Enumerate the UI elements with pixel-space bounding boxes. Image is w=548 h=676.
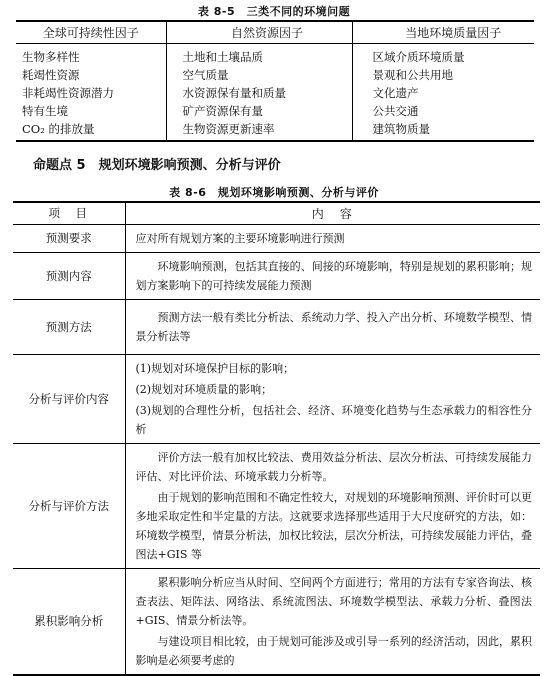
content-paragraph: 预测方法一般有类比分析法、系统动力学、投入产出分析、环境数学模型、情景分析法等	[135, 310, 532, 343]
table1-cell: 区域介质环境质量	[372, 49, 465, 64]
table-row	[13, 568, 540, 675]
environment-problems-table	[16, 20, 534, 142]
table1-row	[16, 43, 534, 141]
table1-cell: 矿产资源保有量	[182, 103, 263, 118]
row-label: 预测方法	[13, 299, 125, 354]
content-paragraph: (3)规划的合理性分析，包括社会、经济、环境变化趋势与生态承载力的相容性分析	[135, 403, 532, 436]
table1-col-local	[352, 43, 534, 141]
content-paragraph: 由于规划的影响范围和不确定性较大，对规划的环境影响预测、评价时可以更多地采取定性和半定量的方法。这就要求选择那些适用于大尺度研究的方法，如：环境数学模型，情景分析法，加权比较法，层次分析法，可持续发展能力评估，叠图法+GIS 等	[135, 490, 532, 561]
table1-cell: 生物多样性	[22, 49, 80, 64]
row-label: 分析与评价方法	[13, 443, 125, 568]
table-row	[13, 299, 540, 354]
table-row	[13, 224, 540, 252]
table1-caption: 表 8-5 三类不同的环境问题	[197, 5, 351, 18]
table1-header-row	[16, 21, 534, 43]
table2-header-item: 项 目	[13, 202, 125, 224]
table1-cell: 土地和土壤品质	[182, 49, 263, 64]
table1-cell: 特有生境	[22, 103, 68, 118]
table1-cell: 水资源保有量和质量	[182, 85, 286, 100]
row-label: 预测要求	[13, 224, 125, 252]
table1-header-global: 全球可持续性因子	[16, 21, 166, 43]
row-label: 累积影响分析	[13, 568, 125, 675]
content-paragraph: (1)规划对环境保护目标的影响；	[135, 361, 295, 375]
section-heading: 命题点 5 规划环境影响预测、分析与评价	[33, 158, 281, 173]
row-label: 分析与评价内容	[13, 354, 125, 443]
content-paragraph: 环境影响预测，包括其直接的、间接的环境影响，特别是规划的累积影响；规划方案影响下的可持续发展能力预测	[135, 259, 532, 292]
table1-cell: 空气质量	[182, 67, 229, 82]
table-row	[13, 354, 540, 443]
table1-cell: 非耗竭性资源潜力	[22, 85, 114, 100]
content-paragraph: 评价方法一般有加权比较法、费用效益分析法、层次分析法、可持续发展能力评估、对比评价法、环境承载力分析等。	[135, 450, 532, 483]
table-row	[13, 443, 540, 568]
row-content	[125, 354, 540, 443]
planning-impact-table	[13, 201, 540, 676]
table1-cell: 生物资源更新速率	[182, 121, 275, 136]
table1-header-natural: 自然资源因子	[166, 21, 352, 43]
table-row	[13, 252, 540, 299]
table2-caption: 表 8-6 规划环境影响预测、分析与评价	[169, 186, 379, 199]
content-paragraph: 应对所有规划方案的主要环境影响进行预测	[135, 231, 345, 245]
table1-col-natural	[166, 43, 352, 141]
table1-col-global	[16, 43, 166, 141]
row-content	[125, 299, 540, 354]
content-paragraph: 与建设项目相比较，由于规划可能涉及或引导一系列的经济活动，因此，累积影响是必须要考虑的	[135, 634, 532, 667]
table2-header-row	[13, 202, 540, 224]
table1-cell: 公共交通	[372, 103, 419, 118]
row-content	[125, 252, 540, 299]
content-paragraph: (2)规划对环境质量的影响；	[135, 382, 273, 396]
table1-cell: 建筑物质量	[372, 121, 430, 136]
table1-header-local: 当地环境质量因子	[352, 21, 534, 43]
table1-cell: 景观和公共用地	[372, 67, 453, 82]
row-content	[125, 224, 540, 252]
row-label: 预测内容	[13, 252, 125, 299]
table1-cell: CO₂ 的排放量	[22, 121, 95, 136]
table1-cell: 文化遗产	[372, 85, 419, 100]
content-paragraph: 累积影响分析应当从时间、空间两个方面进行；常用的方法有专家咨询法、核查表法、矩阵法、网络法、系统流图法、环境数学模型法、承载力分析、叠图法+GIS、情景分析法等。	[135, 575, 532, 627]
table2-header-content: 内 容	[125, 202, 540, 224]
row-content	[125, 443, 540, 568]
table1-cell: 耗竭性资源	[22, 67, 80, 82]
row-content	[125, 568, 540, 675]
